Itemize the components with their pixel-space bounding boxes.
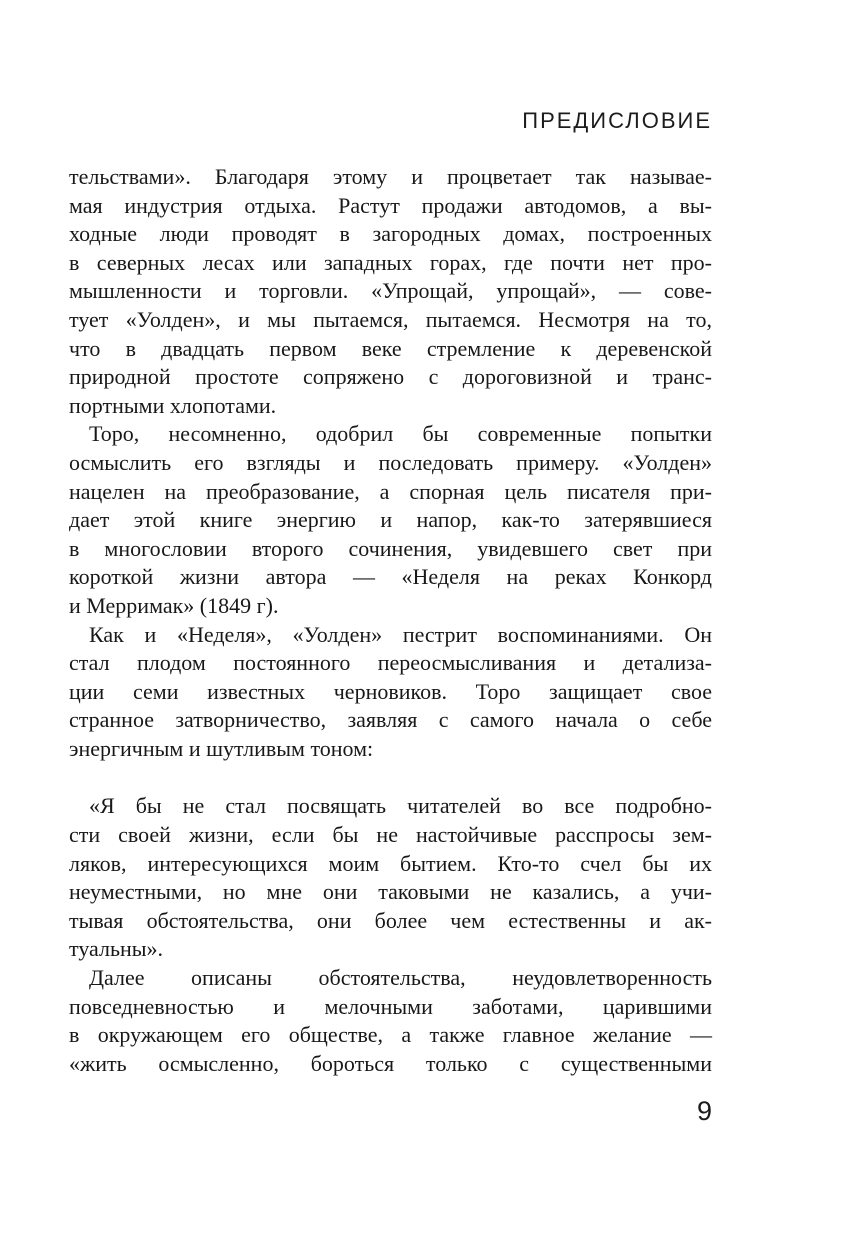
text-line: ходные люди проводят в загородных домах, построенных: [69, 221, 712, 247]
text-line: в северных лесах или западных горах, где почти нет про-: [69, 249, 712, 275]
text-line: туальны».: [69, 936, 164, 962]
paragraph: [69, 163, 712, 420]
paragraph: [69, 420, 712, 620]
text-line: что в двадцать первом веке стремление к деревенской: [69, 335, 712, 361]
text-line: в многословии второго сочинения, увидевшего свет при: [69, 535, 712, 561]
text-line: стал плодом постоянного переосмысливания и детализа-: [69, 650, 712, 676]
text-line: нацелен на преобразование, а спорная цель писателя при-: [69, 478, 712, 504]
text-line: странное затворничество, заявляя с самого начала о себе: [69, 707, 712, 733]
text-line: Как и «Неделя», «Уолден» пестрит воспоминаниями. Он: [89, 621, 712, 647]
text-block: [69, 163, 712, 1078]
text-line: «жить осмысленно, бороться только с существенными: [69, 1050, 712, 1076]
page-number: 9: [696, 1096, 712, 1126]
running-header: ПРЕДИСЛОВИЕ: [522, 108, 712, 133]
paragraph: [69, 621, 712, 764]
text-line: портными хлопотами.: [69, 392, 277, 418]
text-line: и Мерримак» (1849 г).: [69, 592, 279, 618]
text-line: в окружающем его обществе, а также главное желание —: [69, 1022, 712, 1048]
text-line: тельствами». Благодаря этому и процветает так называе-: [69, 164, 712, 189]
text-line: короткой жизни автора — «Неделя на реках Конкорд: [69, 564, 712, 590]
text-line: ляков, интересующихся моим бытием. Кто-то счел бы их: [69, 850, 712, 876]
text-line: «Я бы не стал посвящать читателей во все подробно-: [89, 793, 712, 819]
text-line: Далее описаны обстоятельства, неудовлетворенность: [89, 965, 712, 991]
text-line: ции семи известных черновиков. Торо защищает свое: [69, 678, 712, 704]
text-line: мая индустрия отдыха. Растут продажи автодомов, а вы-: [69, 192, 712, 218]
text-line: осмыслить его взгляды и последовать примеру. «Уолден»: [69, 449, 712, 475]
text-line: энергичным и шутливым тоном:: [69, 735, 374, 761]
text-line: неуместными, но мне они таковыми не казались, а учи-: [69, 879, 712, 905]
text-line: природной простоте сопряжено с дороговизной и транс-: [69, 364, 712, 390]
text-line: сти своей жизни, если бы не настойчивые расспросы зем-: [69, 822, 712, 848]
paragraph: [69, 964, 712, 1078]
text-line: тует «Уолден», и мы пытаемся, пытаемся. Несмотря на то,: [69, 306, 712, 332]
text-line: повседневностью и мелочными заботами, царившими: [69, 993, 712, 1019]
text-line: дает этой книге энергию и напор, как-то затерявшиеся: [69, 507, 712, 533]
text-line: тывая обстоятельства, они более чем естественны и ак-: [69, 907, 712, 933]
text-line: мышленности и торговли. «Упрощай, упрощай», — сове-: [69, 278, 712, 304]
paragraph: [69, 792, 712, 964]
text-line: Торо, несомненно, одобрил бы современные попытки: [89, 421, 712, 447]
